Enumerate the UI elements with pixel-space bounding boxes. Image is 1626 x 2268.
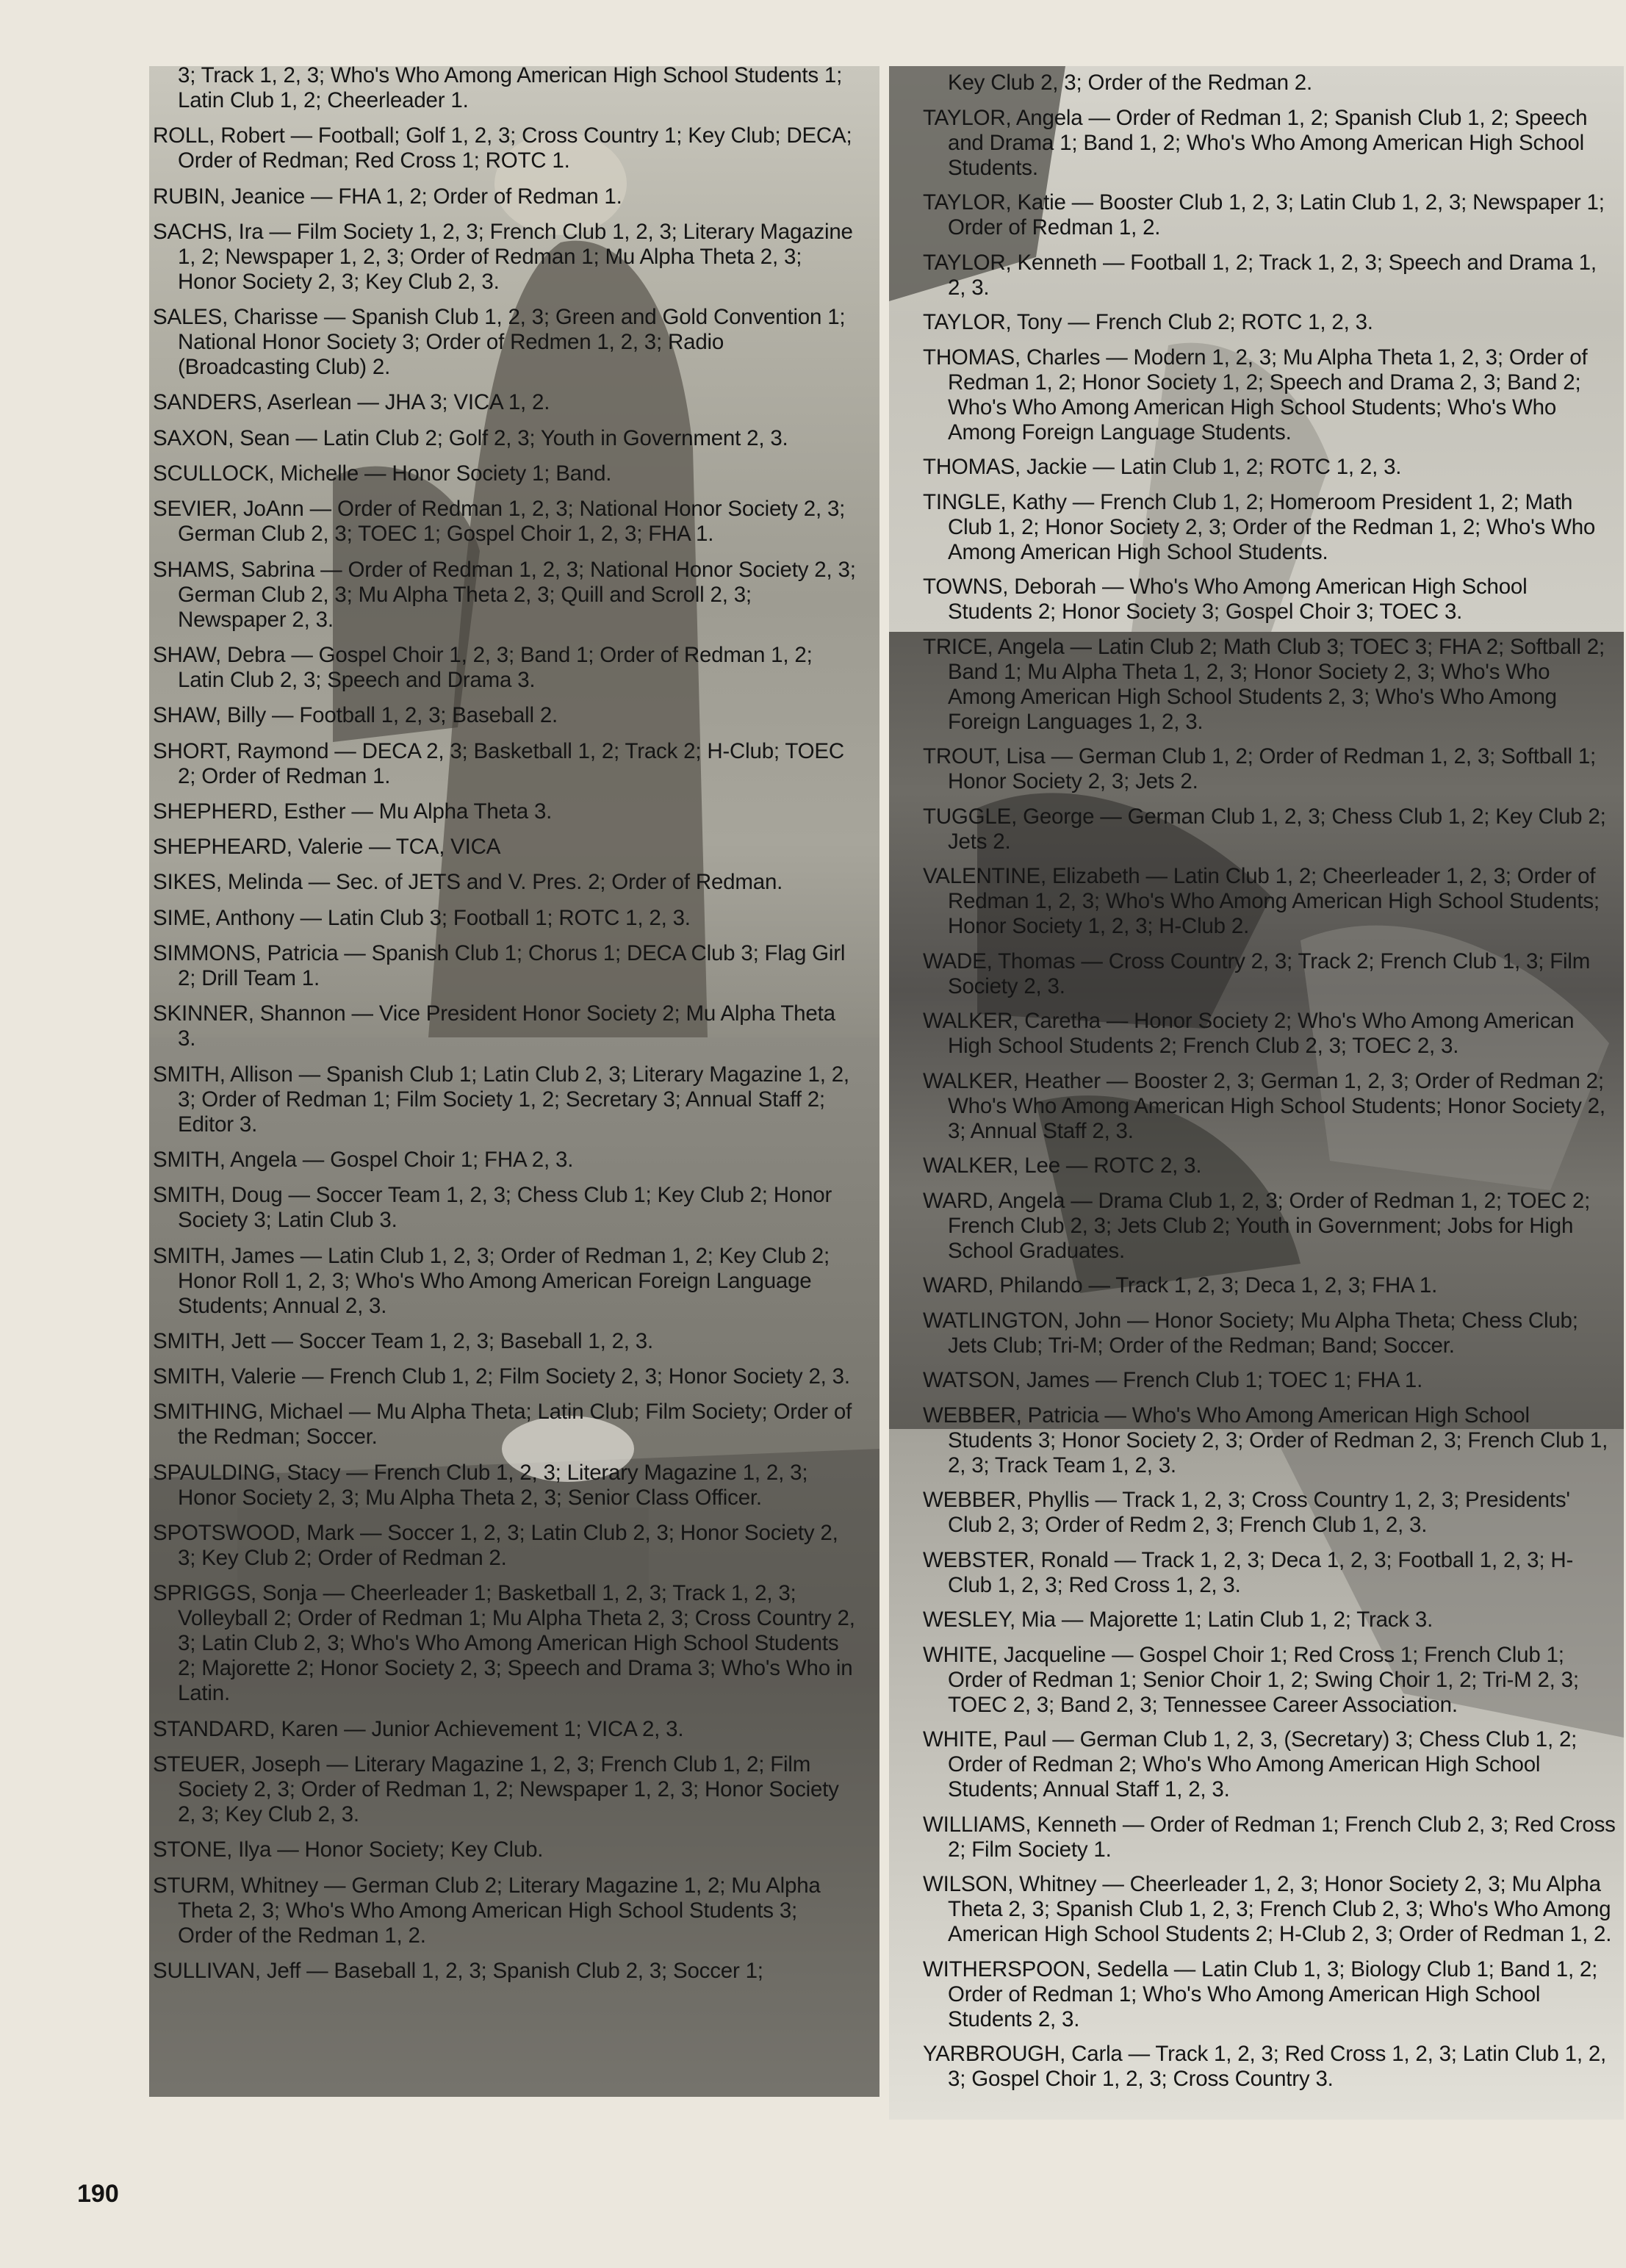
- roster-entry: WALKER, Caretha — Honor Society 2; Who's Who Among American High School Students 2; French Club 2, 3; TOEC 2, 3.: [923, 1009, 1575, 1058]
- roster-entry: WADE, Thomas — Cross Country 2, 3; Track 2; French Club 1, 3; Film Society 2, 3.: [923, 948, 1591, 998]
- roster-entry: SHAW, Debra — Gospel Choir 1, 2, 3; Band 1; Order of Redman 1, 2; Latin Club 2, 3; Speech and Drama 3.: [153, 642, 813, 692]
- roster-entry-continuation: 3; Track 1, 2, 3; Who's Who Among American High School Students 1; Latin Club 1, 2; Cheerleader 1.: [178, 63, 843, 112]
- roster-entry: TAYLOR, Tony — French Club 2; ROTC 1, 2, 3.: [923, 310, 1373, 334]
- roster-entry: WILLIAMS, Kenneth — Order of Redman 1; French Club 2, 3; Red Cross 2; Film Society 1.: [923, 1812, 1616, 1862]
- roster-entry: TROUT, Lisa — German Club 1, 2; Order of Redman 1, 2, 3; Softball 1; Honor Society 2, 3; Jets 2.: [923, 744, 1597, 793]
- roster-entry: SHORT, Raymond — DECA 2, 3; Basketball 1, 2; Track 2; H-Club; TOEC 2; Order of Redman 1.: [153, 738, 845, 788]
- roster-entry: VALENTINE, Elizabeth — Latin Club 1, 2; Cheerleader 1, 2, 3; Order of Redman 1, 2, 3; Who's Who Among American High School Students; Honor Society 1, 2, 3; H-Club 2.: [923, 864, 1600, 938]
- roster-entry: WARD, Angela — Drama Club 1, 2, 3; Order of Redman 1, 2; TOEC 2; French Club 2, 3; Jets Club 2; Youth in Government; Jobs for High School Graduates.: [923, 1188, 1591, 1263]
- roster-entry: WEBBER, Phyllis — Track 1, 2, 3; Cross Country 1, 2, 3; Presidents' Club 2, 3; Order of Redm 2, 3; French Club 1, 2, 3.: [923, 1488, 1570, 1537]
- roster-entry: SMITH, Allison — Spanish Club 1; Latin Club 2, 3; Literary Magazine 1, 2, 3; Order of Redman 1; Film Society 1, 2; Secretary 3; Annual Staff 2; Editor 3.: [153, 1062, 849, 1137]
- roster-entry: SMITH, Doug — Soccer Team 1, 2, 3; Chess Club 1; Key Club 2; Honor Society 3; Latin Club 3.: [153, 1183, 832, 1233]
- roster-entry: SHEPHEARD, Valerie — TCA, VICA: [153, 835, 501, 860]
- roster-entry: WATSON, James — French Club 1; TOEC 1; FHA 1.: [923, 1368, 1423, 1392]
- roster-entry: STONE, Ilya — Honor Society; Key Club.: [153, 1837, 544, 1862]
- roster-entry: WEBSTER, Ronald — Track 1, 2, 3; Deca 1, 2, 3; Football 1, 2, 3; H-Club 1, 2, 3; Red Cross 1, 2, 3.: [923, 1547, 1574, 1597]
- roster-entry: WITHERSPOON, Sedella — Latin Club 1, 3; Biology Club 1; Band 1, 2; Order of Redman 1; Who's Who Among American High School Students 2, 3.: [923, 1956, 1598, 2031]
- roster-entry: WEBBER, Patricia — Who's Who Among American High School Students 3; Honor Society 2, 3; Order of Redman 2, 3; French Club 1, 2, 3; Track Team 1, 2, 3.: [923, 1403, 1608, 1477]
- roster-entry: YARBROUGH, Carla — Track 1, 2, 3; Red Cross 1, 2, 3; Latin Club 1, 2, 3; Gospel Choir 1, 2, 3; Cross Country 3.: [923, 2042, 1607, 2091]
- roster-entry: SULLIVAN, Jeff — Baseball 1, 2, 3; Spanish Club 2, 3; Soccer 1;: [153, 1958, 763, 1983]
- roster-entry: SANDERS, Aserlean — JHA 3; VICA 1, 2.: [153, 390, 550, 415]
- roster-entry: TAYLOR, Kenneth — Football 1, 2; Track 1, 2, 3; Speech and Drama 1, 2, 3.: [923, 250, 1597, 300]
- roster-entry: SMITH, Valerie — French Club 1, 2; Film Society 2, 3; Honor Society 2, 3.: [153, 1364, 850, 1389]
- roster-entry: THOMAS, Charles — Modern 1, 2, 3; Mu Alpha Theta 1, 2, 3; Order of Redman 1, 2; Honor Society 1, 2; Speech and Drama 2, 3; Band 2; Who's Who Among American High School Students; Who's Who Among Foreign Language Students.: [923, 345, 1588, 444]
- roster-entry: SKINNER, Shannon — Vice President Honor Society 2; Mu Alpha Theta 3.: [153, 1001, 835, 1051]
- roster-entry: WHITE, Paul — German Club 1, 2, 3, (Secretary) 3; Chess Club 1, 2; Order of Redman 2; Who's Who Among American High School Students; Annual Staff 1, 2, 3.: [923, 1727, 1578, 1801]
- roster-entry: SMITHING, Michael — Mu Alpha Theta; Latin Club; Film Society; Order of the Redman; Soccer.: [153, 1400, 852, 1450]
- roster-entry: RUBIN, Jeanice — FHA 1, 2; Order of Redman 1.: [153, 184, 622, 209]
- page-number: 190: [77, 2180, 119, 2208]
- roster-entry: TOWNS, Deborah — Who's Who Among American High School Students 2; Honor Society 3; Gospel Choir 3; TOEC 3.: [923, 575, 1528, 624]
- roster-entry: SHEPHERD, Esther — Mu Alpha Theta 3.: [153, 799, 553, 824]
- roster-entry: WALKER, Lee — ROTC 2, 3.: [923, 1153, 1202, 1178]
- roster-entry: SACHS, Ira — Film Society 1, 2, 3; French Club 1, 2, 3; Literary Magazine 1, 2; Newspaper 1, 2, 3; Order of Redman 1; Mu Alpha Theta 2, 3; Honor Society 2, 3; Key Club 2, 3.: [153, 219, 853, 294]
- roster-entry: SHAMS, Sabrina — Order of Redman 1, 2, 3; National Honor Society 2, 3; German Club 2, 3; Mu Alpha Theta 2, 3; Quill and Scroll 2, 3; Newspaper 2, 3.: [153, 557, 856, 632]
- roster-entry: SMITH, Jett — Soccer Team 1, 2, 3; Baseball 1, 2, 3.: [153, 1328, 653, 1353]
- roster-entry: TINGLE, Kathy — French Club 1, 2; Homeroom President 1, 2; Math Club 1, 2; Honor Society 2, 3; Order of the Redman 1, 2; Who's Who Among American High School Students.: [923, 489, 1596, 564]
- roster-entry: SAXON, Sean — Latin Club 2; Golf 2, 3; Youth in Government 2, 3.: [153, 425, 788, 450]
- roster-entry: TAYLOR, Angela — Order of Redman 1, 2; Spanish Club 1, 2; Speech and Drama 1; Band 1, 2; Who's Who Among American High School Students.: [923, 105, 1588, 180]
- roster-entry: STEUER, Joseph — Literary Magazine 1, 2, 3; French Club 1, 2; Film Society 2, 3; Order of Redman 1, 2; Newspaper 1, 2, 3; Honor Society 2, 3; Key Club 2, 3.: [153, 1752, 839, 1826]
- roster-entry: THOMAS, Jackie — Latin Club 1, 2; ROTC 1, 2, 3.: [923, 455, 1402, 479]
- roster-entry: WARD, Philando — Track 1, 2, 3; Deca 1, 2, 3; FHA 1.: [923, 1273, 1438, 1297]
- roster-entry: SPOTSWOOD, Mark — Soccer 1, 2, 3; Latin Club 2, 3; Honor Society 2, 3; Key Club 2; Order of Redman 2.: [153, 1521, 838, 1571]
- roster-entry: TRICE, Angela — Latin Club 2; Math Club 3; TOEC 3; FHA 2; Softball 2; Band 1; Mu Alpha Theta 1, 2, 3; Honor Society 2, 3; Who's Who Among American High School Students 2, 3; Who's Who Among Foreign Languages 1, 2, 3.: [923, 634, 1605, 734]
- roster-entry: SPRIGGS, Sonja — Cheerleader 1; Basketball 1, 2, 3; Track 1, 2, 3; Volleyball 2; Order of Redman 1; Mu Alpha Theta 2, 3; Cross Country 2, 3; Latin Club 2, 3; Who's Who Among American High School Students 2; Majorette 2; Honor Society 2, 3; Speech and Drama 3; Who's Who in Latin.: [153, 1581, 855, 1706]
- roster-entry-continuation: Key Club 2, 3; Order of the Redman 2.: [948, 71, 1313, 95]
- roster-entry: SMITH, Angela — Gospel Choir 1; FHA 2, 3.: [153, 1147, 574, 1172]
- roster-entry: ROLL, Robert — Football; Golf 1, 2, 3; Cross Country 1; Key Club; DECA; Order of Redman; Red Cross 1; ROTC 1.: [153, 123, 852, 173]
- right-column: [923, 71, 1616, 2102]
- left-column: [153, 63, 857, 1994]
- roster-entry: STURM, Whitney — German Club 2; Literary Magazine 1, 2; Mu Alpha Theta 2, 3; Who's Who Among American High School Students 3; Order of the Redman 1, 2.: [153, 1873, 821, 1948]
- roster-entry: WESLEY, Mia — Majorette 1; Latin Club 1, 2; Track 3.: [923, 1608, 1433, 1632]
- roster-entry: WHITE, Jacqueline — Gospel Choir 1; Red Cross 1; French Club 1; Order of Redman 1; Senior Choir 1, 2; Swing Choir 1, 2; Tri-M 2, 3; TOEC 2, 3; Band 2, 3; Tennessee Career Association.: [923, 1642, 1579, 1717]
- roster-entry: SMITH, James — Latin Club 1, 2, 3; Order of Redman 1, 2; Key Club 2; Honor Roll 1, 2, 3; Who's Who Among American Foreign Language Students; Annual 2, 3.: [153, 1243, 830, 1318]
- roster-entry: STANDARD, Karen — Junior Achievement 1; VICA 2, 3.: [153, 1716, 684, 1741]
- roster-entry: WATLINGTON, John — Honor Society; Mu Alpha Theta; Chess Club; Jets Club; Tri-M; Order of the Redman; Band; Soccer.: [923, 1308, 1578, 1358]
- roster-entry: SALES, Charisse — Spanish Club 1, 2, 3; Green and Gold Convention 1; National Honor Society 3; Order of Redmen 1, 2, 3; Radio (Broadcasting Club) 2.: [153, 305, 846, 380]
- roster-entry: TUGGLE, George — German Club 1, 2, 3; Chess Club 1, 2; Key Club 2; Jets 2.: [923, 804, 1606, 854]
- roster-entry: WALKER, Heather — Booster 2, 3; German 1, 2, 3; Order of Redman 2; Who's Who Among American High School Students; Honor Society 2, 3; Annual Staff 2, 3.: [923, 1068, 1605, 1143]
- roster-entry: SIMMONS, Patricia — Spanish Club 1; Chorus 1; DECA Club 3; Flag Girl 2; Drill Team 1.: [153, 941, 846, 991]
- roster-entry: SHAW, Billy — Football 1, 2, 3; Baseball 2.: [153, 703, 558, 728]
- roster-entry: SIKES, Melinda — Sec. of JETS and V. Pres. 2; Order of Redman.: [153, 870, 783, 895]
- roster-entry: TAYLOR, Katie — Booster Club 1, 2, 3; Latin Club 1, 2, 3; Newspaper 1; Order of Redman 1, 2.: [923, 190, 1605, 240]
- roster-entry: SIME, Anthony — Latin Club 3; Football 1; ROTC 1, 2, 3.: [153, 905, 691, 930]
- roster-entry: SPAULDING, Stacy — French Club 1, 2, 3; Literary Magazine 1, 2, 3; Honor Society 2, 3; Mu Alpha Theta 2, 3; Senior Class Officer.: [153, 1460, 808, 1510]
- roster-entry: SCULLOCK, Michelle — Honor Society 1; Band.: [153, 461, 612, 486]
- roster-entry: SEVIER, JoAnn — Order of Redman 1, 2, 3; National Honor Society 2, 3; German Club 2, 3; TOEC 1; Gospel Choir 1, 2, 3; FHA 1.: [153, 497, 846, 547]
- roster-entry: WILSON, Whitney — Cheerleader 1, 2, 3; Honor Society 2, 3; Mu Alpha Theta 2, 3; Spanish Club 1, 2, 3; French Club 2, 3; Who's Who Among American High School Students 2; H-Club 2, 3; Order of Redman 1, 2.: [923, 1872, 1612, 1946]
